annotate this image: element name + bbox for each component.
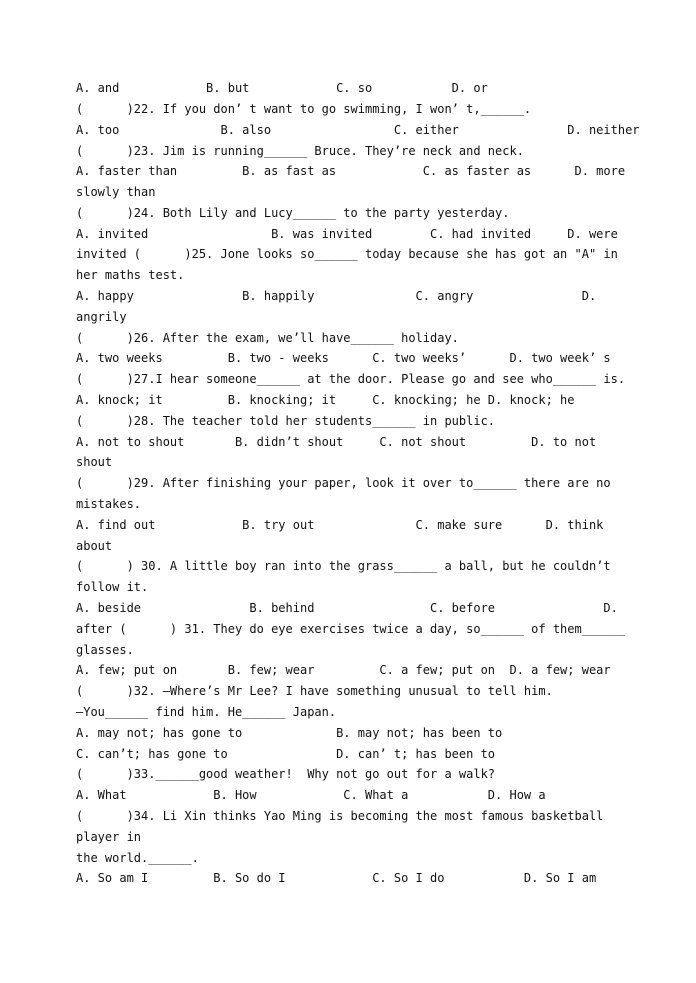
line-options-31: A. few; put on B. few; wear C. a few; put on D. a few; wear — [76, 663, 611, 677]
line-options-32-cd: C. can’t; has gone to D. can’ t; has been to — [76, 747, 496, 761]
line-options-23-cont: slowly than — [76, 185, 156, 199]
question-23: ( )23. Jim is running______ Bruce. They’re neck and neck. — [76, 144, 524, 158]
line-options-29-cont: about — [76, 539, 113, 553]
question-31-cont: glasses. — [76, 643, 134, 657]
line-options-21: A. and B. but C. so D. or — [76, 81, 488, 95]
line-options-25-cont: angrily — [76, 310, 127, 324]
line-options-33: A. What B. How C. What a D. How a — [76, 788, 546, 802]
question-28: ( )28. The teacher told her students______ in public. — [76, 414, 496, 428]
question-34-cont: player in — [76, 830, 142, 844]
question-33: ( )33.______good weather! Why not go out for a walk? — [76, 767, 496, 781]
question-30-cont: follow it. — [76, 580, 149, 594]
line-options-26: A. two weeks B. two - weeks C. two weeks’ D. two week’ s — [76, 351, 611, 365]
question-27: ( )27.I hear someone______ at the door. Please go and see who______ is. — [76, 372, 626, 386]
line-options-30: A. beside B. behind C. before D. — [76, 601, 618, 615]
question-32: ( )32. —Where’s Mr Lee? I have something unusual to tell him. — [76, 684, 553, 698]
question-34-cont2: the world.______. — [76, 851, 199, 865]
question-30: ( ) 30. A little boy ran into the grass______ a ball, but he couldn’t — [76, 559, 611, 573]
question-25-cont: her maths test. — [76, 268, 185, 282]
line-options-34: A. So am I B. So do I C. So I do D. So I am — [76, 871, 597, 885]
line-options-25: A. happy B. happily C. angry D. — [76, 289, 597, 303]
line-options-24: A. invited B. was invited C. had invited D. were — [76, 227, 618, 241]
line-options-22: A. too B. also C. either D. neither — [76, 123, 640, 137]
question-22: ( )22. If you don’ t want to go swimming, I won’ t,______. — [76, 102, 532, 116]
question-26: ( )26. After the exam, we’ll have______ holiday. — [76, 331, 459, 345]
question-24: ( )24. Both Lily and Lucy______ to the party yesterday. — [76, 206, 510, 220]
question-34: ( )34. Li Xin thinks Yao Ming is becoming the most famous basketball — [76, 809, 604, 823]
line-options-23: A. faster than B. as fast as C. as faster as D. more — [76, 164, 626, 178]
line-options-29: A. find out B. try out C. make sure D. think — [76, 518, 604, 532]
line-options-32-ab: A. may not; has gone to B. may not; has been to — [76, 726, 503, 740]
question-32-cont: —You______ find him. He______ Japan. — [76, 705, 337, 719]
line-options-28-cont: shout — [76, 455, 113, 469]
question-29-cont: mistakes. — [76, 497, 142, 511]
line-options-27: A. knock; it B. knocking; it C. knocking; he D. knock; he — [76, 393, 575, 407]
question-31: after ( ) 31. They do eye exercises twice a day, so______ of them______ — [76, 622, 626, 636]
question-29: ( )29. After finishing your paper, look it over to______ there are no — [76, 476, 611, 490]
line-options-28: A. not to shout B. didn’t shout C. not shout D. to not — [76, 435, 597, 449]
question-25: invited ( )25. Jone looks so______ today because she has got an "A" in — [76, 247, 618, 261]
